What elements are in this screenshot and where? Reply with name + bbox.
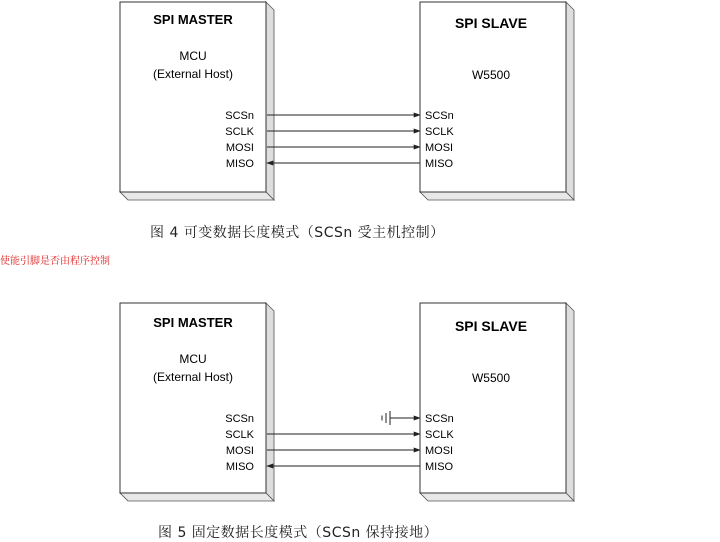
master-signal-miso-2: MISO	[225, 461, 254, 473]
master-signal-mosi-2: MOSI	[225, 445, 254, 457]
slave-signal-sclk-1: SCLK	[425, 126, 454, 138]
master-mcu-label-2: MCU	[179, 352, 207, 366]
master-signal-scsn-1: SCSn	[225, 110, 254, 122]
spi-slave-box-1-bottom	[420, 192, 574, 200]
spi-master-box-1-bottom	[120, 192, 274, 200]
slave-signal-mosi-2: MOSI	[425, 445, 454, 457]
slave-signal-mosi-1: MOSI	[425, 142, 454, 154]
slave-title-2: SPI SLAVE	[454, 318, 528, 334]
master-signal-mosi-1: MOSI	[225, 142, 254, 154]
master-title-2: SPI MASTER	[153, 315, 233, 330]
master-host-label-2: (External Host)	[152, 370, 234, 384]
figure-5-caption: 图 5 固定数据长度模式（SCSn 保持接地）	[158, 525, 439, 541]
master-host-label-1: (External Host)	[152, 67, 234, 81]
spi-slave-box-2-side	[566, 303, 574, 501]
figure-4-caption: 图 4 可变数据长度模式（SCSn 受主机控制）	[150, 225, 445, 241]
annotation-note: 使能引脚是否由程序控制	[0, 256, 110, 267]
slave-chip-label-2: W5500	[471, 371, 511, 385]
slave-signal-miso-1: MISO	[425, 158, 454, 170]
spi-master-box-2-side	[266, 303, 274, 501]
slave-signal-scsn-2: SCSn	[425, 413, 454, 425]
master-signal-scsn-2: SCSn	[225, 413, 254, 425]
master-signal-sclk-1: SCLK	[225, 126, 254, 138]
slave-signal-scsn-1: SCSn	[425, 110, 454, 122]
slave-title-1: SPI SLAVE	[454, 15, 528, 31]
spi-master-box-1-side	[266, 2, 274, 200]
slave-signal-sclk-2: SCLK	[425, 429, 454, 441]
slave-chip-label-1: W5500	[471, 68, 511, 82]
master-signal-sclk-2: SCLK	[225, 429, 254, 441]
master-signal-miso-1: MISO	[225, 158, 254, 170]
spi-slave-box-1-side	[566, 2, 574, 200]
slave-signal-miso-2: MISO	[425, 461, 454, 473]
master-title-1: SPI MASTER	[153, 12, 233, 27]
spi-master-box-2-bottom	[120, 493, 274, 501]
spi-slave-box-2-bottom	[420, 493, 574, 501]
master-mcu-label-1: MCU	[179, 49, 207, 63]
